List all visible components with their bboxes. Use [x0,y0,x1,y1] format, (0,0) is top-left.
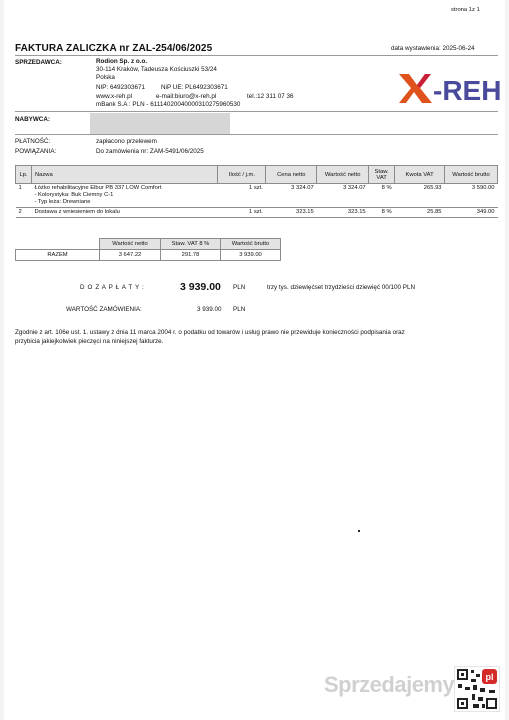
invoice-title: FAKTURA ZALICZKA nr ZAL-254/06/2025 [15,43,213,54]
divider [15,134,498,135]
seller-www: www.x-reh.pl [96,93,133,100]
row-lp: 1 [16,184,32,208]
summary-header-net: Wartość netto [100,239,161,250]
seller-country: Polska [96,74,115,81]
seller-nip: NIP: 6492303671 [96,84,146,91]
legal-note-line: Zgodnie z art. 106e ust. 1. ustawy z dnia 11 marca 2004 r. o podatku od towarów i usług prawo nie przewiduje konieczności podpisania oraz [15,329,405,336]
row-net-value: 3 324.07 [317,184,369,208]
divider [15,55,498,56]
summary-vat: 291.78 [161,250,221,261]
seller-phone: tel.:12 311 07 36 [247,93,294,100]
row-net-price: 3 324.07 [266,184,317,208]
header-net-price: Cena netto [266,166,317,184]
row-net-price: 323.15 [266,208,317,218]
summary-header-vat: Staw. VAT 8 % [161,239,221,250]
summary-header-gross: Wartość brutto [221,239,281,250]
summary-net: 3 647.22 [100,250,161,261]
row-gross-value: 3 590.00 [445,184,498,208]
to-pay-currency: PLN [233,284,246,291]
row-vat-rate: 8 % [369,184,395,208]
legal-note-line: przybicia jakiejkolwiek pieczęci na niniejszej fakturze. [15,338,164,345]
qr-badge-label: pl [485,672,494,682]
page-number: strona 1z 1 [451,7,480,13]
to-pay-label: D O Z A P Ł A T Y : [80,284,145,291]
row-vat-amount: 25.85 [395,208,445,218]
items-table [15,165,498,218]
header-net-value: Wartość netto [317,166,369,184]
payment-label: PŁATNOŚĆ: [15,138,51,145]
row-qty: 1 szt. [218,208,266,218]
row-detail: - Kolorystyka: Buk Ciemny C-1 [34,192,114,198]
issue-date: data wystawienia: 2025-06-24 [391,45,475,52]
seller-email: e-mail:biuro@x-reh.pl [156,93,217,100]
to-pay-in-words: trzy tys. dziewięćset trzydzieści dziewięć 00/100 PLN [267,284,416,291]
watermark-text: Sprzedajemy [324,672,455,697]
row-qty: 1 szt. [218,184,266,208]
items-header-row [16,166,498,184]
header-name: Nazwa [31,166,217,184]
row-name-cell [31,184,217,208]
row-vat-rate: 8 % [369,208,395,218]
redacted-buyer-block [90,113,230,135]
payment-value: zapłacono przelewem [96,138,157,145]
order-value-label: WARTOŚĆ ZAMÓWIENIA: [66,306,142,313]
relations-value: Do zamówienia nr: ZAM-5491/06/2025 [96,148,204,155]
divider [15,111,498,112]
row-name: Dostawa z wniesieniem do lokalu [31,208,217,218]
table-row [16,184,498,208]
summary-header-row [16,239,281,250]
qr-code-icon [454,666,500,712]
summary-table [15,238,281,261]
dot-mark [358,530,360,532]
order-value-currency: PLN [233,306,246,313]
logo-text: -REH [433,75,501,106]
seller-nip-ue: NiP UE: PL6492303671 [161,84,228,91]
header-vat-amount: Kwota VAT [395,166,445,184]
seller-label: SPRZEDAWCA: [15,59,62,66]
summary-gross: 3 939.00 [221,250,281,261]
order-value-amount: 3 939.00 [197,306,222,313]
header-lp: Lp. [16,166,32,184]
company-logo [397,70,501,106]
table-row [16,208,498,218]
row-vat-amount: 265.93 [395,184,445,208]
header-vat-rate: Staw. VAT [369,166,395,184]
relations-label: POWIĄZANIA: [15,148,57,155]
row-gross-value: 349.00 [445,208,498,218]
row-name: Łóżko rehabilitacyjne Elbur PB 337 LOW Comfort [34,185,162,191]
seller-bank: mBank S.A : PLN - 61114020040000310275960530 [96,101,241,108]
seller-name: Rodion Sp. z o.o. [96,58,148,65]
to-pay-amount: 3 939.00 [180,281,221,293]
summary-row-label: RAZEM [16,250,100,261]
invoice-page [4,0,505,720]
buyer-label: NABYWCA: [15,116,50,123]
row-detail: - Typ leża: Drewniane [34,199,91,205]
summary-row [16,250,281,261]
header-gross-value: Wartość brutto [445,166,498,184]
seller-address: 30-114 Kraków, Tadeusza Kościuszki 53/24 [96,66,217,73]
header-qty: Ilość / j.m. [218,166,266,184]
row-net-value: 323.15 [317,208,369,218]
row-lp: 2 [16,208,32,218]
